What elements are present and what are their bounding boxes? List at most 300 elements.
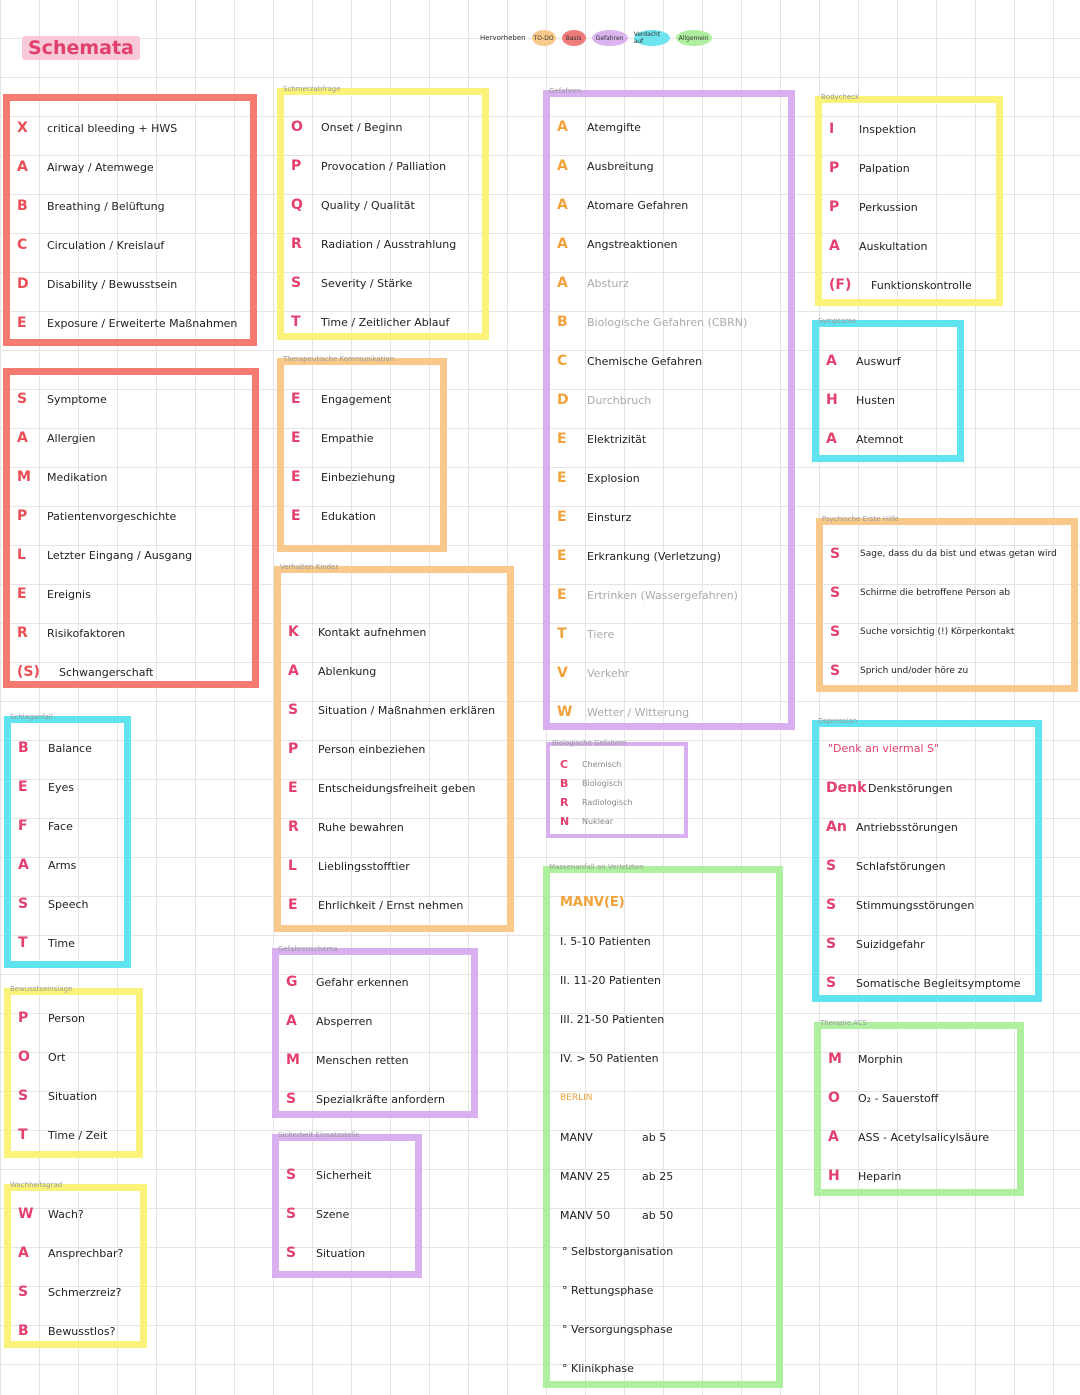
manv-table-cell: MANV bbox=[560, 1131, 593, 1144]
schema-letter: H bbox=[828, 1168, 840, 1184]
schema-letter: P bbox=[829, 199, 840, 215]
schema-letter: B bbox=[557, 314, 568, 330]
schema-letter: D bbox=[17, 276, 29, 292]
schema-text: Sage, dass du da bist und etwas getan wird bbox=[860, 549, 1057, 559]
schema-row bbox=[557, 116, 641, 138]
schema-letter: B bbox=[17, 198, 28, 214]
schema-letter: S bbox=[18, 1284, 29, 1300]
schema-row bbox=[291, 155, 446, 177]
schema-row bbox=[557, 389, 651, 411]
schema-row bbox=[826, 389, 895, 411]
schema-label: Bewusstseinslage bbox=[10, 985, 73, 993]
schema-row bbox=[286, 971, 409, 993]
schema-letter: T bbox=[18, 1127, 28, 1143]
schema-letter: R bbox=[17, 625, 28, 641]
schema-row bbox=[830, 660, 968, 682]
schema-row bbox=[18, 815, 73, 837]
schema-text: Lieblingsstofftier bbox=[318, 859, 410, 873]
manv-phase: ° Versorgungsphase bbox=[562, 1323, 673, 1336]
legend-item: Hervorheben bbox=[480, 34, 526, 42]
schema-row bbox=[286, 1164, 371, 1186]
schema-label: Depression bbox=[818, 717, 858, 725]
schema-text: Ertrinken (Wassergefahren) bbox=[587, 588, 738, 602]
schema-row bbox=[18, 1320, 115, 1342]
schema-text: Edukation bbox=[321, 509, 376, 523]
schema-text: Eyes bbox=[48, 780, 74, 794]
schema-row bbox=[291, 194, 415, 216]
schema-row bbox=[17, 505, 176, 527]
schema-row bbox=[557, 623, 614, 645]
schema-row bbox=[17, 156, 154, 178]
schema-letter: E bbox=[17, 586, 27, 602]
schema-row bbox=[291, 272, 412, 294]
schema-letter: T bbox=[557, 626, 567, 642]
schema-letter: A bbox=[826, 431, 837, 447]
schema-text: Wetter / Witterung bbox=[587, 705, 690, 719]
legend-item: Gefahren bbox=[592, 30, 628, 46]
schema-text: Wach? bbox=[48, 1207, 84, 1221]
schema-text: Airway / Atemwege bbox=[47, 160, 154, 174]
schema-letter: M bbox=[828, 1051, 842, 1067]
schema-label: Schlaganfall bbox=[10, 713, 53, 721]
schema-letter: A bbox=[557, 275, 568, 291]
schema-label: Therapie ACS bbox=[820, 1019, 868, 1027]
schema-text: Face bbox=[48, 819, 73, 833]
schema-text: Gefahr erkennen bbox=[316, 975, 409, 989]
schema-row bbox=[17, 273, 177, 295]
schema-text: Risikofaktoren bbox=[47, 626, 126, 640]
schema-letter: C bbox=[17, 237, 28, 253]
schema-letter: B bbox=[18, 740, 29, 756]
schema-letter: A bbox=[17, 159, 28, 175]
manv-heading: MANV(E) bbox=[560, 895, 625, 910]
schema-text: Quality / Qualität bbox=[321, 198, 415, 212]
schema-label: Symptome bbox=[818, 317, 857, 325]
schema-label: Biologische Gefahren bbox=[552, 739, 627, 747]
schema-text: Onset / Beginn bbox=[321, 120, 403, 134]
legend-item: Basis bbox=[562, 30, 586, 46]
schema-letter: W bbox=[18, 1206, 34, 1222]
schema-letter: S bbox=[286, 1167, 297, 1183]
schema-letter: S bbox=[17, 391, 28, 407]
schema-text: Entscheidungsfreiheit geben bbox=[318, 781, 476, 795]
schema-row bbox=[826, 933, 925, 955]
schema-letter: A bbox=[828, 1129, 839, 1145]
schema-row bbox=[826, 894, 974, 916]
manv-table-cell: MANV 25 bbox=[560, 1170, 611, 1183]
schema-text: Arms bbox=[48, 858, 77, 872]
schema-row bbox=[828, 1126, 989, 1148]
schema-row bbox=[18, 1046, 66, 1068]
schema-row bbox=[17, 583, 91, 605]
schema-letter: B bbox=[18, 1323, 29, 1339]
schema-text: Einbeziehung bbox=[321, 470, 396, 484]
schema-text: Morphin bbox=[858, 1052, 903, 1066]
schema-text: Antriebsstörungen bbox=[856, 820, 958, 834]
schema-text: Somatische Begleitsymptome bbox=[856, 976, 1021, 990]
schema-letter: S bbox=[830, 546, 841, 562]
schema-row bbox=[557, 467, 640, 489]
schema-text: Sicherheit bbox=[316, 1168, 372, 1182]
schema-text: Severity / Stärke bbox=[321, 276, 413, 290]
schema-row bbox=[18, 1281, 122, 1303]
schema-letter: I bbox=[829, 121, 835, 137]
schema-letter: A bbox=[557, 197, 568, 213]
schema-row bbox=[291, 427, 374, 449]
schema-letter: E bbox=[291, 391, 301, 407]
schema-text: Radiation / Ausstrahlung bbox=[321, 237, 457, 251]
schema-text: Chemisch bbox=[582, 759, 622, 769]
schema-text: critical bleeding + HWS bbox=[47, 121, 178, 135]
schema-text: Situation bbox=[48, 1089, 98, 1103]
schema-letter: S bbox=[826, 858, 837, 874]
schema-text: Person einbeziehen bbox=[318, 742, 426, 756]
schema-letter: A bbox=[826, 353, 837, 369]
schema-row bbox=[17, 195, 165, 217]
schema-letter: F bbox=[18, 818, 28, 834]
schema-row bbox=[17, 466, 107, 488]
schema-label: Bodycheck bbox=[821, 93, 860, 101]
schema-row bbox=[288, 699, 495, 721]
schema-letter: P bbox=[288, 741, 299, 757]
schema-row bbox=[18, 1242, 123, 1264]
legend-item: Allgemein bbox=[676, 30, 712, 46]
schema-row bbox=[286, 1242, 365, 1264]
schema-row bbox=[291, 505, 376, 527]
schema-text: Erkrankung (Verletzung) bbox=[587, 549, 721, 563]
schema-text: Auswurf bbox=[856, 354, 901, 368]
schema-letter: An bbox=[826, 819, 847, 835]
schema-letter: T bbox=[18, 935, 28, 951]
schema-letter: E bbox=[288, 780, 298, 796]
schema-letter: R bbox=[560, 795, 569, 809]
schema-letter: (F) bbox=[829, 277, 852, 293]
schema-row bbox=[288, 660, 376, 682]
schema-row bbox=[830, 582, 1010, 604]
schema-letter: L bbox=[17, 547, 26, 563]
manv-level: I. 5-10 Patienten bbox=[560, 935, 651, 948]
schema-row bbox=[18, 893, 89, 915]
schema-row bbox=[828, 1087, 938, 1109]
schema-letter: M bbox=[17, 469, 31, 485]
legend-item: Verdacht auf bbox=[634, 30, 670, 46]
schema-text: Durchbruch bbox=[587, 393, 652, 407]
schema-letter: E bbox=[557, 431, 567, 447]
manv-phase: ° Klinikphase bbox=[562, 1362, 634, 1375]
schema-text: Ruhe bewahren bbox=[318, 820, 404, 834]
schema-text: Schlafstörungen bbox=[856, 859, 946, 873]
schema-letter: S bbox=[286, 1245, 297, 1261]
schema-letter: S bbox=[286, 1206, 297, 1222]
schema-row bbox=[17, 117, 177, 139]
schema-letter: M bbox=[286, 1052, 300, 1068]
manv-level: IV. > 50 Patienten bbox=[560, 1052, 659, 1065]
schema-text: Absperren bbox=[316, 1014, 373, 1028]
legend-item: TO-DO bbox=[532, 30, 556, 46]
schema-row bbox=[829, 157, 910, 179]
schema-letter: E bbox=[288, 897, 298, 913]
schema-text: Ausbreitung bbox=[587, 159, 654, 173]
schema-letter: R bbox=[288, 819, 299, 835]
schema-letter: S bbox=[18, 896, 29, 912]
schema-text: Ansprechbar? bbox=[48, 1246, 124, 1260]
schema-text: Exposure / Erweiterte Maßnahmen bbox=[47, 316, 238, 330]
schema-text: Time bbox=[48, 936, 75, 950]
schema-row bbox=[826, 855, 946, 877]
schema-text: Inspektion bbox=[859, 122, 917, 136]
schema-letter: Denk bbox=[826, 780, 867, 796]
schema-row bbox=[288, 621, 426, 643]
schema-letter: S bbox=[830, 624, 841, 640]
schema-letter: H bbox=[826, 392, 838, 408]
schema-letter: A bbox=[18, 857, 29, 873]
schema-letter: A bbox=[557, 158, 568, 174]
schema-row bbox=[288, 816, 404, 838]
schema-letter: O bbox=[828, 1090, 840, 1106]
schema-text: Person bbox=[48, 1011, 85, 1025]
schema-letter: C bbox=[560, 757, 569, 771]
schema-label: Verhalten Kinder bbox=[280, 563, 339, 571]
schema-letter: A bbox=[18, 1245, 29, 1261]
schema-label: Schmerzabfrage bbox=[283, 85, 341, 93]
schema-text: Provocation / Palliation bbox=[321, 159, 447, 173]
schema-letter: A bbox=[557, 236, 568, 252]
schema-row bbox=[826, 428, 903, 450]
schema-letter: E bbox=[557, 587, 567, 603]
schema-row bbox=[557, 350, 702, 372]
schema-letter: S bbox=[291, 275, 302, 291]
schema-letter: E bbox=[17, 315, 27, 331]
schema-row bbox=[557, 428, 646, 450]
schema-row bbox=[17, 622, 125, 644]
schema-letter: A bbox=[557, 119, 568, 135]
schema-text: Suche vorsichtig (!) Körperkontakt bbox=[860, 627, 1015, 637]
schema-row bbox=[17, 544, 192, 566]
schema-label: Therapeutische Kommunikation bbox=[283, 355, 395, 363]
schema-text: Atemnot bbox=[856, 432, 904, 446]
schema-letter: O bbox=[18, 1049, 30, 1065]
schema-row bbox=[286, 1049, 409, 1071]
schema-row bbox=[286, 1203, 349, 1225]
schema-letter: E bbox=[18, 779, 28, 795]
schema-text: Funktionskontrolle bbox=[871, 278, 972, 292]
schema-row bbox=[291, 116, 402, 138]
schema-letter: S bbox=[830, 585, 841, 601]
schema-label: Wachheitsgrad bbox=[10, 1181, 63, 1189]
schema-text: Absturz bbox=[587, 276, 629, 290]
schema-heading: "Denk an viermal S" bbox=[828, 742, 940, 755]
schema-row bbox=[826, 972, 1021, 994]
schema-letter: L bbox=[288, 858, 297, 874]
schema-row bbox=[557, 662, 629, 684]
schema-text: Sprich und/oder höre zu bbox=[860, 666, 969, 676]
schema-text: Schirme die betroffene Person ab bbox=[860, 588, 1011, 598]
schema-text: Situation / Maßnahmen erklären bbox=[318, 703, 496, 717]
schema-letter: N bbox=[560, 814, 570, 828]
schema-row bbox=[557, 155, 654, 177]
manv-berlin: BERLIN bbox=[560, 1093, 593, 1103]
schema-label: Gefahrenschema bbox=[278, 945, 338, 953]
schema-row bbox=[288, 894, 463, 916]
manv-table-cell: ab 50 bbox=[642, 1209, 674, 1222]
schema-letter: E bbox=[557, 548, 567, 564]
schema-text: Time / Zeitlicher Ablauf bbox=[321, 315, 450, 329]
schema-text: O₂ - Sauerstoff bbox=[858, 1091, 939, 1105]
schema-letter: E bbox=[291, 430, 301, 446]
schema-text: Atomare Gefahren bbox=[587, 198, 689, 212]
schema-text: Explosion bbox=[587, 471, 640, 485]
schema-row bbox=[18, 1124, 107, 1146]
schema-row bbox=[830, 621, 1014, 643]
schema-text: Disability / Bewusstsein bbox=[47, 277, 178, 291]
schema-text: Nuklear bbox=[582, 816, 614, 826]
schema-row bbox=[557, 545, 721, 567]
schema-text: Time / Zeit bbox=[48, 1128, 108, 1142]
schema-row bbox=[17, 234, 164, 256]
schema-row bbox=[17, 661, 153, 683]
schema-letter: S bbox=[18, 1088, 29, 1104]
schema-letter: E bbox=[291, 469, 301, 485]
schema-letter: P bbox=[829, 160, 840, 176]
schema-text: Radiologisch bbox=[582, 797, 633, 807]
schema-row bbox=[830, 543, 1057, 565]
schema-text: Ehrlichkeit / Ernst nehmen bbox=[318, 898, 464, 912]
schema-letter: R bbox=[291, 236, 302, 252]
schema-letter: A bbox=[829, 238, 840, 254]
schema-row bbox=[826, 777, 953, 799]
schema-row bbox=[557, 194, 688, 216]
schema-text: Angstreaktionen bbox=[587, 237, 678, 251]
schema-letter: E bbox=[291, 508, 301, 524]
schema-text: Szene bbox=[316, 1207, 350, 1221]
schema-text: Empathie bbox=[321, 431, 374, 445]
schema-letter: A bbox=[286, 1013, 297, 1029]
schema-letter: S bbox=[286, 1091, 297, 1107]
schema-label: Gefahren bbox=[549, 87, 582, 95]
schema-text: Suizidgefahr bbox=[856, 937, 925, 951]
schema-text: Breathing / Belüftung bbox=[47, 199, 165, 213]
schema-row bbox=[826, 816, 958, 838]
schema-row bbox=[291, 466, 395, 488]
schema-letter: O bbox=[291, 119, 303, 135]
schema-row bbox=[18, 1203, 84, 1225]
schema-row bbox=[828, 1048, 903, 1070]
schema-text: Spezialkräfte anfordern bbox=[316, 1092, 445, 1106]
schema-row bbox=[826, 350, 901, 372]
schema-row bbox=[829, 235, 927, 257]
schema-text: Palpation bbox=[859, 161, 910, 175]
schema-row bbox=[18, 932, 75, 954]
schema-letter: X bbox=[17, 120, 28, 136]
schema-text: Stimmungsstörungen bbox=[856, 898, 975, 912]
schema-letter: S bbox=[826, 975, 837, 991]
manv-table-cell: ab 25 bbox=[642, 1170, 674, 1183]
schema-row bbox=[829, 274, 972, 296]
schema-row bbox=[560, 810, 613, 832]
schema-row bbox=[17, 312, 237, 334]
schema-label: Sicherheit Einsatzstelle bbox=[278, 1131, 360, 1139]
manv-phase: ° Selbstorganisation bbox=[562, 1245, 674, 1258]
schema-letter: E bbox=[557, 470, 567, 486]
schema-row bbox=[291, 388, 391, 410]
schema-letter: K bbox=[288, 624, 299, 640]
schema-row bbox=[557, 584, 738, 606]
manv-level: III. 21-50 Patienten bbox=[560, 1013, 665, 1026]
schema-text: Atemgifte bbox=[587, 120, 641, 134]
schema-text: Situation bbox=[316, 1246, 366, 1260]
schema-text: Schwangerschaft bbox=[59, 665, 154, 679]
schema-row bbox=[288, 777, 476, 799]
schema-label: Psychische Erste Hilfe bbox=[822, 515, 899, 523]
schema-text: Medikation bbox=[47, 470, 108, 484]
schema-row bbox=[291, 311, 449, 333]
schema-text: Ablenkung bbox=[318, 664, 377, 678]
schema-text: Letzter Eingang / Ausgang bbox=[47, 548, 193, 562]
schema-text: Tiere bbox=[587, 627, 615, 641]
schema-row bbox=[286, 1088, 445, 1110]
schema-letter: G bbox=[286, 974, 298, 990]
schema-row bbox=[557, 233, 678, 255]
schema-row bbox=[18, 737, 92, 759]
schema-text: Schmerzreiz? bbox=[48, 1285, 122, 1299]
schema-letter: V bbox=[557, 665, 568, 681]
schema-text: Einsturz bbox=[587, 510, 632, 524]
schema-letter: C bbox=[557, 353, 568, 369]
schema-text: Balance bbox=[48, 741, 92, 755]
schema-letter: S bbox=[830, 663, 841, 679]
schema-text: Perkussion bbox=[859, 200, 918, 214]
schema-row bbox=[828, 1165, 901, 1187]
schema-text: Engagement bbox=[321, 392, 392, 406]
manv-level: II. 11-20 Patienten bbox=[560, 974, 661, 987]
schema-text: Verkehr bbox=[587, 666, 630, 680]
schema-letter: A bbox=[288, 663, 299, 679]
schema-row bbox=[557, 311, 747, 333]
schema-row bbox=[17, 388, 107, 410]
manv-phase: ° Rettungsphase bbox=[562, 1284, 654, 1297]
schema-row bbox=[286, 1010, 372, 1032]
schema-row bbox=[829, 118, 916, 140]
color-legend bbox=[480, 30, 712, 46]
schema-text: Speech bbox=[48, 897, 89, 911]
schema-text: Ereignis bbox=[47, 587, 91, 601]
schema-text: Menschen retten bbox=[316, 1053, 409, 1067]
schema-text: Chemische Gefahren bbox=[587, 354, 703, 368]
schema-letter: E bbox=[557, 509, 567, 525]
schema-row bbox=[288, 855, 410, 877]
schema-row bbox=[829, 196, 918, 218]
schema-text: Biologische Gefahren (CBRN) bbox=[587, 315, 748, 329]
schema-row bbox=[17, 427, 96, 449]
schema-text: Auskultation bbox=[859, 239, 928, 253]
schema-letter: T bbox=[291, 314, 301, 330]
schema-letter: (S) bbox=[17, 664, 40, 680]
schema-row bbox=[18, 776, 74, 798]
schema-row bbox=[557, 701, 689, 723]
schema-letter: S bbox=[826, 936, 837, 952]
schema-text: Husten bbox=[856, 393, 896, 407]
schema-text: Heparin bbox=[858, 1169, 902, 1183]
schema-text: Bewusstlos? bbox=[48, 1324, 116, 1338]
schema-letter: P bbox=[18, 1010, 29, 1026]
page-title: Schemata bbox=[22, 36, 140, 60]
schema-row bbox=[288, 738, 425, 760]
schema-row bbox=[18, 854, 76, 876]
schema-text: Patientenvorgeschichte bbox=[47, 509, 177, 523]
schema-text: Ort bbox=[48, 1050, 66, 1064]
schema-letter: S bbox=[288, 702, 299, 718]
schema-row bbox=[557, 506, 631, 528]
